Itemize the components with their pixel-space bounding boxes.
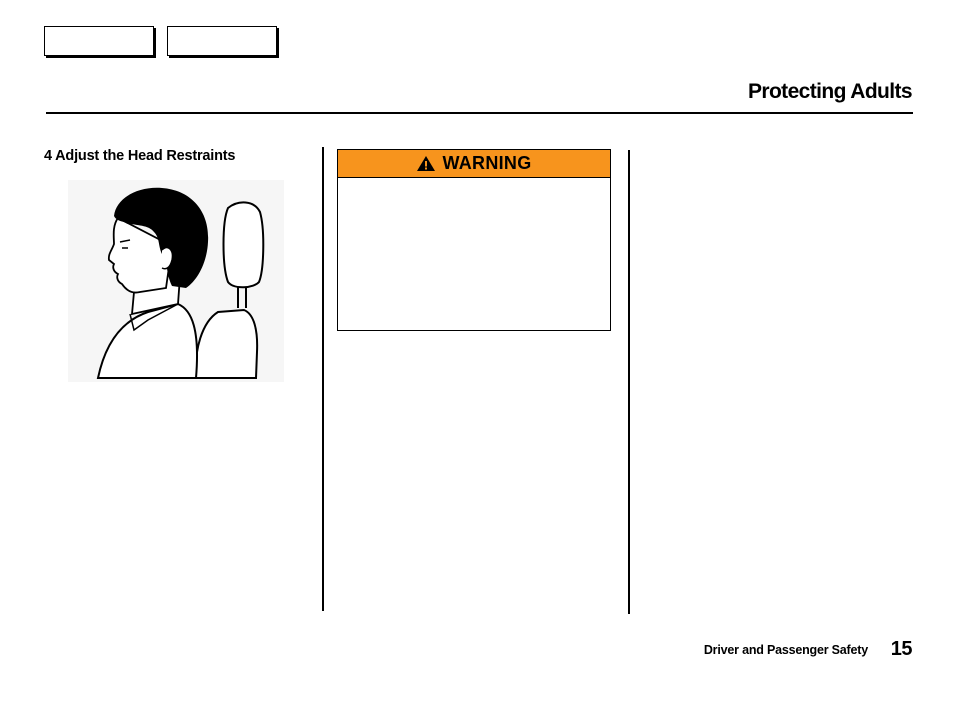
nav-button-2[interactable] [167,26,277,56]
column-divider-right [628,150,630,614]
warning-label: WARNING [442,153,532,173]
nav-button-1[interactable] [44,26,154,56]
title-divider [46,112,913,114]
page-title: Protecting Adults [747,80,912,103]
warning-triangle-icon [416,155,436,172]
section-heading: 4 Adjust the Head Restraints [44,148,236,164]
person-profile-illustration-icon [68,180,284,382]
column-divider-left [322,147,324,611]
page-number: 15 [890,638,912,660]
warning-box [337,149,611,331]
head-restraint-illustration [68,180,284,382]
footer-section-name: Driver and Passenger Safety [703,643,868,657]
warning-header [338,150,610,178]
